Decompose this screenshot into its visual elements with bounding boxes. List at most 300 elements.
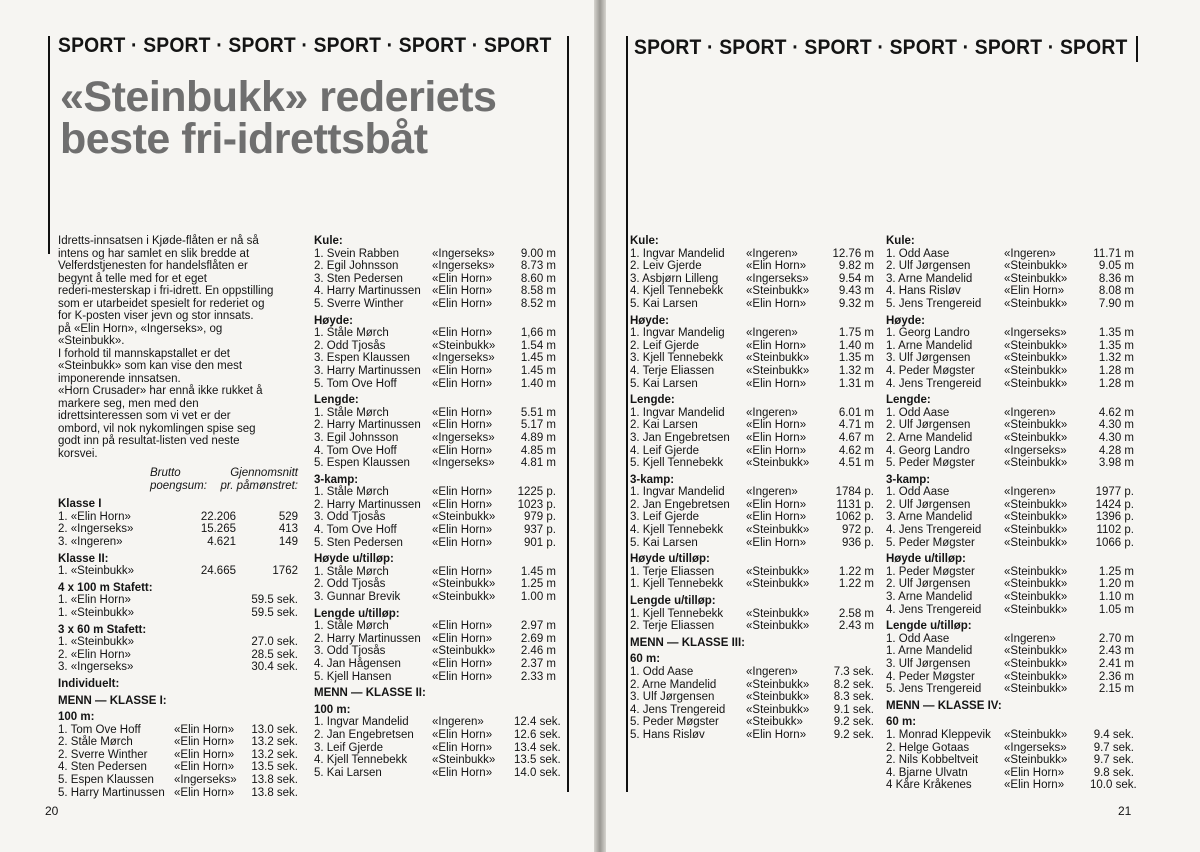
result-ship: «Ingeren»: [1004, 406, 1056, 419]
section-title: Høyde u/tilløp:: [886, 553, 966, 566]
result-ship: «Steinbukk»: [432, 591, 496, 604]
result-row: [314, 658, 558, 671]
result-row: [58, 661, 298, 674]
intro-line: på «Elin Horn», «Ingerseks», og: [58, 322, 223, 335]
result-name: 4. Jens Trengereid: [630, 703, 726, 716]
result-ship: «Elin Horn»: [432, 498, 493, 511]
intro-line: korsvei.: [58, 447, 98, 460]
result-value: 1.40 m: [520, 377, 556, 390]
headline-line-2: beste fri-idrettsbåt: [60, 115, 428, 163]
result-row: [630, 620, 876, 633]
result-name: 1. «Steinbukk»: [58, 565, 135, 578]
result-value: 9.00 m: [520, 247, 556, 260]
result-value: 28.5 sek.: [251, 648, 298, 661]
results-right-col2: [886, 235, 1136, 792]
section-title: Lengde u/tilløp:: [630, 595, 716, 608]
intro-text: [58, 235, 298, 460]
result-ship: «Elin Horn»: [432, 766, 493, 779]
result-row: [886, 419, 1136, 432]
result-name: 2. Terje Eliassen: [630, 620, 715, 633]
result-value: 11.71 m: [1093, 247, 1134, 260]
result-name: 1. «Steinbukk»: [58, 606, 135, 619]
result-name: 3. Espen Klaussen: [314, 352, 410, 365]
result-ship: «Ingeren»: [746, 247, 798, 260]
result-row: [314, 633, 558, 646]
result-value: 8.08 m: [1098, 285, 1134, 298]
result-row: [58, 594, 298, 607]
result-name: 4. Peder Møgster: [886, 364, 975, 377]
section-title: 3-kamp:: [314, 473, 359, 486]
result-value: 2.15 m: [1098, 683, 1134, 696]
right-page-rule-right: [1136, 36, 1138, 62]
result-row: [886, 352, 1136, 365]
result-row: [314, 566, 558, 579]
result-row: [630, 365, 876, 378]
section-title: 100 m:: [314, 703, 351, 716]
result-row: [314, 407, 558, 420]
result-ship: «Elin Horn»: [432, 364, 493, 377]
result-name: 1. «Steinbukk»: [58, 636, 135, 649]
result-value: 9.82 m: [838, 260, 874, 273]
result-row: [58, 774, 298, 787]
result-name: 4 Kåre Kråkenes: [886, 779, 972, 792]
result-ship: «Ingerseks»: [432, 352, 495, 365]
result-row: [630, 419, 876, 432]
brutto-label: Brutto: [150, 467, 181, 479]
result-ship: «Steinbukk»: [1004, 297, 1068, 310]
result-row: [886, 327, 1136, 340]
result-value: 14.0 sek.: [514, 766, 561, 779]
result-row: [314, 620, 558, 633]
result-value: 1.45 m: [520, 352, 556, 365]
result-name: 1. Ståle Mørch: [314, 486, 389, 499]
result-name: 1. Ingvar Mandelid: [630, 486, 725, 499]
intro-line: idrettsinteressen som vi vet er der: [58, 410, 231, 422]
result-ship: «Steinbukk»: [432, 645, 496, 658]
result-ship: «Elin Horn»: [746, 297, 807, 310]
result-row: [314, 457, 558, 470]
result-name: 5. Sten Pedersen: [314, 536, 403, 549]
result-value: 9.05 m: [1098, 260, 1134, 273]
result-row: [630, 378, 876, 391]
result-name: 1. Peder Møgster: [886, 565, 975, 578]
result-value: 9.2 sek.: [833, 728, 874, 741]
result-row: [886, 248, 1136, 261]
result-row: [630, 691, 876, 704]
result-value: 13.2 sek.: [251, 736, 298, 749]
result-ship: «Ingeren»: [432, 716, 484, 729]
result-name: 2. Nils Kobbeltveit: [886, 754, 979, 767]
result-value: 2.46 m: [520, 645, 556, 658]
right-page-rule: [626, 36, 628, 792]
result-ship: «Ingerseks»: [1004, 741, 1067, 754]
result-ship: «Elin Horn»: [432, 728, 493, 741]
result-ship: «Elin Horn»: [432, 285, 493, 298]
result-row: [314, 741, 561, 755]
result-name: 4. Kjell Tennebekk: [314, 754, 408, 767]
section-title: Lengde u/tilløp:: [314, 607, 400, 620]
result-name: 5. Kai Larsen: [630, 297, 698, 310]
intro-line: rederi-mesterskap i fri-idrett. En oppstilling: [58, 285, 274, 297]
intro-line: «Steinbukk».: [58, 335, 125, 347]
result-name: 3. Leif Gjerde: [630, 511, 700, 524]
result-row: [886, 742, 1136, 755]
result-name: 2. Harry Martinussen: [314, 419, 421, 432]
result-name: 2. Leif Gjerde: [630, 339, 700, 352]
result-ship: «Ingerseks»: [174, 774, 237, 787]
result-ship: «Steinbukk»: [1004, 272, 1068, 285]
result-name: 5. Peder Møgster: [886, 536, 975, 549]
result-name: 3. Leif Gjerde: [314, 741, 384, 754]
result-ship: «Elin Horn»: [746, 377, 807, 390]
result-row: [630, 445, 876, 458]
result-row: [314, 365, 558, 378]
result-row: [886, 683, 1136, 696]
result-name: 1. Ståle Mørch: [314, 620, 389, 633]
result-value: 1.32 m: [838, 364, 874, 377]
result-row: [886, 633, 1136, 646]
result-name: 1. Arne Mandelid: [886, 339, 973, 352]
result-name: 2. Harry Martinussen: [314, 498, 421, 511]
result-ship: «Steinbukk»: [432, 511, 496, 524]
result-ship: «Steinbukk»: [1004, 352, 1068, 365]
headline: [60, 73, 497, 163]
result-ship: «Steinbukk»: [746, 352, 810, 365]
result-ship: «Steinbukk»: [746, 524, 810, 537]
sport-banner: SPORT · SPORT · SPORT · SPORT · SPORT · SPORT: [634, 36, 1128, 59]
result-row: [630, 407, 876, 420]
result-ship: «Elin Horn»: [174, 786, 235, 799]
result-value: 1.45 m: [520, 364, 556, 377]
result-row: [630, 285, 876, 298]
result-value: 1066 p.: [1095, 536, 1134, 549]
result-name: 3. Arne Mandelid: [886, 511, 973, 524]
result-ship: «Ingeren»: [746, 406, 798, 419]
section-title: Lengde:: [630, 394, 675, 407]
result-name: 2. Sverre Winther: [58, 748, 148, 761]
intro-line: som er utarbeidet spesielt for rederiet og: [58, 297, 265, 310]
result-row: [886, 432, 1136, 445]
result-value: 12.4 sek.: [514, 716, 561, 729]
result-value: 2.43 m: [838, 620, 874, 633]
results-left-col1: [58, 467, 298, 799]
result-row: [630, 578, 876, 591]
result-ship: «Steinbukk»: [746, 607, 810, 620]
result-value: 8.2 sek.: [833, 678, 874, 691]
result-name: 5. Kai Larsen: [630, 536, 698, 549]
result-row: [886, 445, 1136, 458]
result-row: [314, 486, 558, 499]
result-name: 4. Leif Gjerde: [630, 444, 700, 457]
result-ship: «Steinbukk»: [432, 754, 496, 767]
result-ship: «Elin Horn»: [432, 620, 493, 633]
result-row: [630, 340, 876, 353]
result-ship: 22.206: [200, 510, 236, 523]
result-name: 3. Ulf Jørgensen: [886, 352, 971, 365]
result-name: 1. Odd Aase: [886, 632, 950, 645]
result-value: 9.54 m: [838, 272, 874, 285]
result-value: 979 p.: [524, 511, 556, 524]
intro-line: «Horn Crusader» har ennå ikke rukket å: [58, 385, 263, 397]
result-ship: «Elin Horn»: [746, 511, 807, 524]
result-name: 3. Arne Mandelid: [886, 591, 973, 604]
result-row: [886, 591, 1136, 604]
result-name: 2. Odd Tjosås: [314, 578, 386, 591]
result-ship: «Elin Horn»: [746, 431, 807, 444]
result-name: 5. Kjell Tennebekk: [630, 457, 724, 470]
result-name: 2. Ulf Jørgensen: [886, 260, 971, 273]
result-ship: «Elin Horn»: [174, 723, 235, 736]
result-value: 8.36 m: [1098, 272, 1134, 285]
result-value: 9.7 sek.: [1093, 754, 1134, 767]
result-name: 5. Jens Trengereid: [886, 297, 982, 310]
section-title: MENN — KLASSE IV:: [886, 699, 1002, 712]
section-title: Klasse I: [58, 498, 102, 511]
result-name: 1. Kjell Tennebekk: [630, 578, 724, 591]
result-row: [886, 729, 1136, 742]
result-row: [886, 779, 1136, 792]
result-name: 5. Espen Klaussen: [314, 457, 410, 470]
result-row: [886, 457, 1136, 470]
result-value: 59.5 sek.: [251, 594, 298, 607]
result-value: 6.01 m: [838, 406, 874, 419]
result-name: 4. Peder Møgster: [886, 670, 975, 683]
section-title: Lengde:: [314, 394, 359, 407]
result-ship: «Elin Horn»: [174, 761, 235, 774]
result-name: 2. Odd Tjosås: [314, 339, 386, 352]
result-ship: «Ingerseks»: [746, 272, 809, 285]
result-name: 2. Ulf Jørgensen: [886, 578, 971, 591]
result-ship: [174, 661, 236, 674]
result-ship: «Steinbukk»: [1004, 431, 1068, 444]
section-title: Kule:: [630, 235, 659, 247]
result-name: 1. Odd Aase: [886, 486, 950, 499]
result-value: 8.58 m: [520, 285, 556, 298]
result-value: 901 p.: [524, 536, 556, 549]
result-ship: «Ingerseks»: [1004, 327, 1067, 340]
result-row: [58, 607, 298, 620]
result-value: 972 p.: [842, 524, 874, 537]
result-ship: «Steinbukk»: [432, 339, 496, 352]
result-row: [314, 248, 558, 261]
section-title: Høyde u/tilløp:: [314, 553, 394, 566]
result-value: 1.35 m: [1098, 339, 1134, 352]
result-value: 8.3 sek.: [833, 691, 874, 704]
section-title: Individuelt:: [58, 677, 120, 690]
result-name: 4. Georg Landro: [886, 444, 970, 457]
result-row: [58, 536, 298, 549]
result-row: [630, 679, 876, 692]
result-name: 4. Sten Pedersen: [58, 761, 147, 774]
result-row: [314, 327, 558, 340]
result-row: [886, 658, 1136, 671]
result-name: 5. Sverre Winther: [314, 297, 404, 310]
right-page: [606, 0, 1200, 852]
result-row: [314, 352, 558, 365]
result-row: [630, 524, 876, 537]
result-row: [630, 248, 876, 261]
result-row: [630, 432, 876, 445]
left-page-rule: [48, 36, 50, 254]
result-ship: «Elin Horn»: [746, 339, 807, 352]
result-ship: «Elin Horn»: [746, 419, 807, 432]
result-value: 2.97 m: [520, 620, 556, 633]
result-value: 13.8 sek.: [251, 774, 298, 787]
average-label: Gjennomsnitt: [230, 467, 298, 479]
result-value: 9.2 sek.: [833, 716, 874, 729]
result-row: [886, 407, 1136, 420]
result-ship: «Ingerseks»: [432, 260, 495, 273]
result-row: [314, 591, 558, 604]
result-row: [314, 511, 558, 524]
result-row: [630, 499, 876, 512]
section-title: Høyde:: [630, 314, 669, 327]
result-name: 3. Sten Pedersen: [314, 272, 403, 285]
result-value: 1,66 m: [520, 327, 556, 340]
result-ship: «Steinbukk»: [1004, 377, 1068, 390]
result-row: [314, 298, 558, 311]
result-name: 2. Jan Engebretsen: [630, 498, 730, 511]
result-ship: «Steinbukk»: [1004, 511, 1068, 524]
result-value: 1424 p.: [1095, 498, 1134, 511]
result-name: 4. Harry Martinussen: [314, 285, 421, 298]
result-value: 4.30 m: [1098, 419, 1134, 432]
section-title: Høyde u/tilløp:: [630, 553, 710, 566]
section-title: Lengde:: [886, 394, 931, 407]
result-row: [886, 273, 1136, 286]
result-value: 1762: [272, 565, 298, 578]
result-ship: «Steinbukk»: [1004, 754, 1068, 767]
result-ship: «Elin Horn»: [746, 260, 807, 273]
result-ship: [174, 594, 236, 607]
result-ship: «Steinbukk»: [1004, 670, 1068, 683]
result-ship: 4.621: [207, 535, 236, 548]
result-name: 1. Georg Landro: [886, 327, 970, 340]
result-ship: «Steinbukk»: [1004, 658, 1068, 670]
result-ship: «Steinbukk»: [746, 703, 810, 716]
result-value: 12.6 sek.: [514, 728, 561, 741]
result-row: [630, 273, 876, 286]
result-value: 4.28 m: [1098, 444, 1134, 457]
result-value: 2.43 m: [1098, 645, 1134, 658]
result-ship: «Steinbukk»: [746, 565, 810, 578]
result-ship: «Ingerseks»: [432, 247, 495, 260]
result-value: 529: [278, 510, 298, 523]
result-ship: 15.265: [200, 523, 236, 536]
result-ship: «Ingerseks»: [1004, 444, 1067, 457]
result-ship: «Steinbukk»: [1004, 524, 1068, 537]
result-row: [630, 260, 876, 273]
brutto-header-2: [58, 480, 298, 493]
section-title: MENN — KLASSE I:: [58, 694, 167, 707]
section-title: Høyde:: [314, 314, 353, 327]
result-ship: «Steinbukk»: [746, 457, 810, 470]
result-ship: «Ingerseks»: [432, 457, 495, 470]
result-value: 9.4 sek.: [1093, 728, 1134, 741]
result-name: 3. Kjell Tennebekk: [630, 352, 724, 365]
result-row: [630, 729, 876, 742]
section-title: MENN — KLASSE III:: [630, 636, 746, 649]
result-ship: «Elin Horn»: [432, 297, 493, 310]
result-ship: «Steinbukk»: [1004, 645, 1068, 658]
intro-line: Velferdstjenesten for handelsflåten er: [58, 260, 248, 272]
result-value: 2.58 m: [838, 607, 874, 620]
result-name: 1. Ingvar Mandelig: [630, 327, 725, 340]
result-row: [886, 378, 1136, 391]
result-name: 4. Hans Risløv: [886, 285, 961, 298]
result-ship: «Elin Horn»: [174, 736, 235, 749]
result-name: 1. Ståle Mørch: [314, 406, 389, 419]
section-title: 60 m:: [630, 653, 661, 666]
result-value: 149: [278, 535, 298, 548]
result-row: [58, 565, 298, 578]
result-name: 3. Gunnar Brevik: [314, 591, 401, 604]
result-ship: [174, 649, 236, 662]
result-ship: «Steinbukk»: [1004, 565, 1068, 578]
result-ship: «Elin Horn»: [432, 536, 493, 549]
result-value: 4.62 m: [838, 444, 874, 457]
result-name: 1. Terje Eliassen: [630, 565, 715, 578]
result-name: 1. Ingvar Mandelid: [314, 716, 409, 729]
section-title: MENN — KLASSE II:: [314, 687, 426, 700]
result-value: 7.90 m: [1098, 297, 1134, 310]
result-ship: «Steinbukk»: [1004, 683, 1068, 696]
result-row: [630, 537, 876, 550]
result-value: 2.70 m: [1098, 632, 1134, 645]
result-row: [58, 736, 298, 749]
result-value: 9.7 sek.: [1093, 741, 1134, 754]
result-value: 1225 p.: [517, 486, 556, 499]
result-value: 12.76 m: [832, 247, 874, 260]
result-name: 5. Peder Møgster: [886, 457, 975, 470]
result-ship: «Elin Horn»: [432, 272, 493, 285]
result-ship: «Steinbukk»: [1004, 457, 1068, 470]
result-row: [886, 285, 1136, 298]
result-ship: «Steinbukk»: [746, 578, 810, 591]
left-page-rule-right: [567, 36, 569, 792]
section-title: Kule:: [886, 235, 915, 247]
result-name: 2. Kai Larsen: [630, 419, 698, 432]
result-value: 1.35 m: [838, 352, 874, 365]
result-value: 8.73 m: [520, 260, 556, 273]
result-value: 2.37 m: [520, 658, 556, 670]
result-name: 3. «Ingeren»: [58, 535, 123, 548]
result-row: [630, 457, 876, 470]
result-value: 1.05 m: [1098, 603, 1134, 616]
result-ship: «Elin Horn»: [432, 444, 493, 457]
result-name: 5. Jens Trengereid: [886, 683, 982, 696]
result-value: 4.51 m: [838, 457, 874, 470]
result-ship: 24.665: [200, 565, 236, 578]
result-row: [314, 537, 558, 550]
result-value: 10.0 sek.: [1090, 779, 1137, 792]
result-ship: «Elin Horn»: [432, 565, 493, 578]
result-name: 1. Ståle Mørch: [314, 565, 389, 578]
result-value: 1.75 m: [838, 327, 874, 340]
result-ship: «Steinbukk»: [1004, 498, 1068, 511]
result-row: [58, 724, 298, 737]
result-name: 2. Egil Johnsson: [314, 260, 399, 273]
result-name: 4. Jens Trengereid: [886, 524, 982, 537]
result-value: 8.52 m: [520, 297, 556, 310]
sport-banner: SPORT · SPORT · SPORT · SPORT · SPORT · SPORT: [58, 34, 552, 57]
result-value: 1396 p.: [1095, 511, 1134, 524]
result-value: 1.22 m: [838, 578, 874, 591]
result-ship: «Elin Horn»: [432, 377, 493, 390]
result-value: 1.20 m: [1098, 578, 1134, 591]
page-number: 21: [1118, 804, 1132, 818]
result-name: 3. Odd Tjosås: [314, 645, 386, 658]
